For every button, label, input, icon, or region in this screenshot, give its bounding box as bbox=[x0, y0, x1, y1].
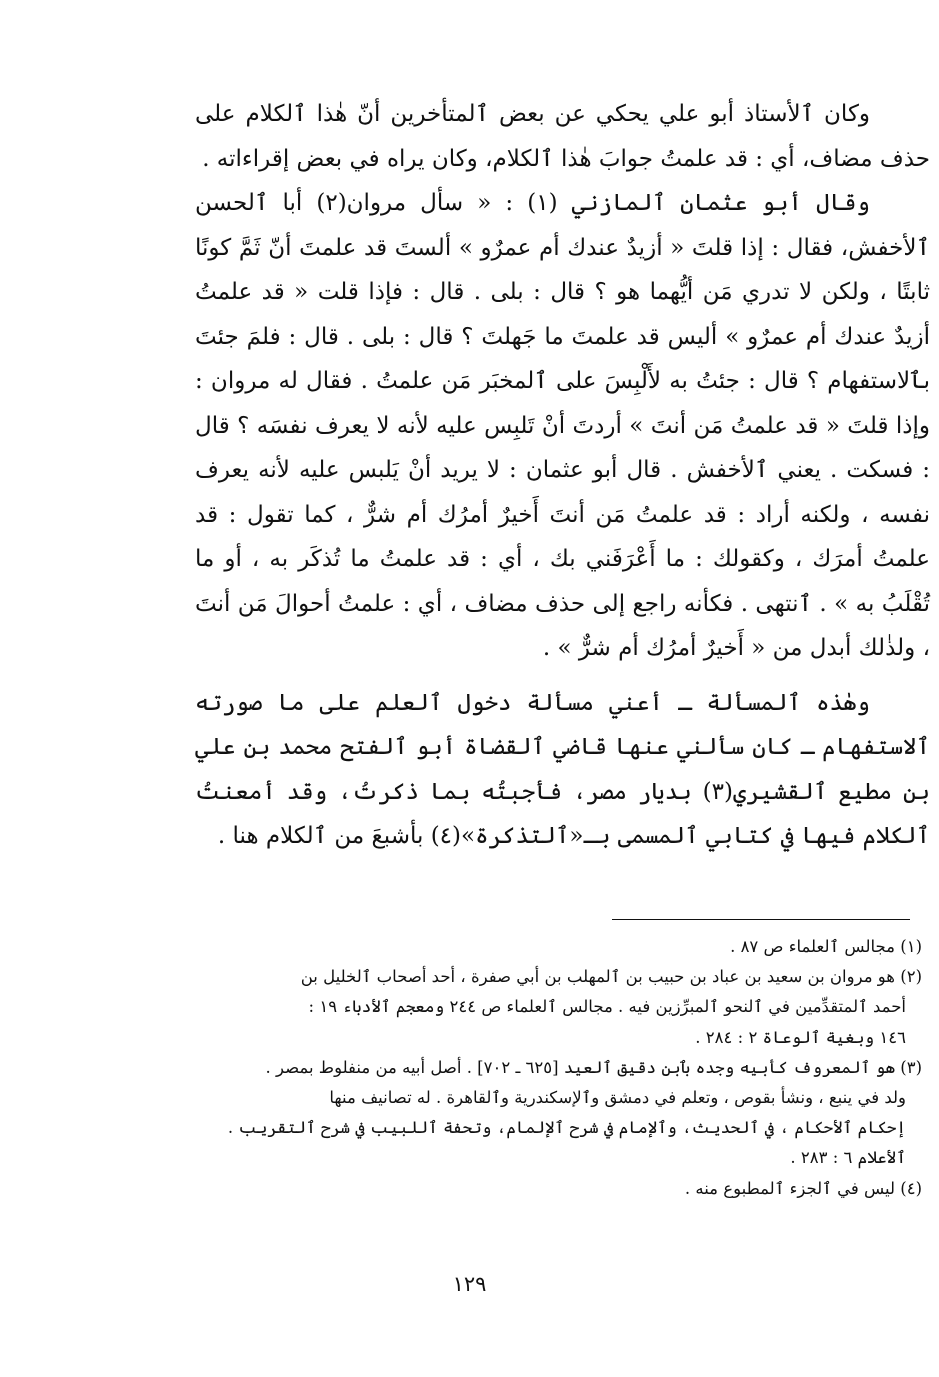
paragraph-1: وكان ٱلأستاذ أبو علي يحكي عن بعض ٱلمتأخرين أنّ هٰذا ٱلكلام على حذف مضاف، أي : قد علمتُ جوابَ هٰذا ٱلكلام، وكان يراه في بعض إقراءاته . bbox=[195, 101, 930, 172]
footnote-line: أحمد ٱلمتقدِّمين في ٱلنحو ٱلمبرِّزين فيه . مجالس ٱلعلماء ص ٢٤٤ ومعجم ٱلأدباء ١٩ : bbox=[308, 997, 906, 1017]
footnote-line: ١٤٦ وبغية ٱلوعاة ٢ : ٢٨٤ . bbox=[695, 1027, 906, 1047]
footnote-line: إحكام ٱلأحكام ، في ٱلحديث، وٱلإمام في شرح ٱلإلمام، وتحفة ٱللبيب في شرح ٱلتقريب . bbox=[227, 1118, 906, 1138]
footnote-separator bbox=[612, 919, 910, 920]
footnote-4 bbox=[195, 1174, 922, 1204]
footnote-line: ٱلأعلام ٦ : ٢٨٣ . bbox=[790, 1148, 906, 1168]
page-number: ١٢٩ bbox=[452, 1272, 487, 1296]
footnote-line: (٢) هو مروان بن سعيد بن عباد بن حبيب بن ٱلمهلب بن أبي صفرة ، أحد أصحاب ٱلخليل بن bbox=[300, 967, 922, 987]
footnote-line: (٣) هو ٱلمعروف كأبيه وجده بٱبن دقيق ٱلعيد [٦٢٥ ـ ٧٠٢] . أصل أبيه من منفلوط بمصر . bbox=[265, 1057, 922, 1077]
footnote-line: ولد في ينبع ، ونشأ بقوص ، وتعلم في دمشق وٱلإسكندرية وٱلقاهرة . له تصانيف منها bbox=[329, 1088, 906, 1108]
footnote-2 bbox=[195, 962, 922, 1053]
footnote-line: (١) مجالس ٱلعلماء ص ٨٧ . bbox=[730, 937, 922, 956]
footnote-line: (٤) ليس في ٱلجزء ٱلمطبوع منه . bbox=[684, 1178, 922, 1198]
paragraph-2: وقال أبو عثمان ٱلمازني (١) : « سأل مروان(٢) أبا ٱلحسن ٱلأخفش، فقال : إذا قلتَ « أزيدٌ عندك أم عمرٌو » ألستَ قد علمتَ أنّ ثَمَّ كونًا ثابتًا ، ولكن لا تدري مَن أيُّهما هو ؟ قال : بلى . قال : فإذا قلت « قد علمتُ أزيدٌ عندك أم عمرٌو » أليس قد علمتَ ما جَهلتَ ؟ قال : بلى . قال : فلمَ جئتَ بٱلاستفهام ؟ قال : جئتُ به لأَلْبِسَ على ٱلمخبَر مَن علمتُ . فقال له مروان : وإذا قلتَ « قد علمتُ مَن أنتَ » أردتَ أنْ تَلبِس عليه لأنه لا يعرف نفسَه ؟ قال : فسكت . يعني ٱلأخفش . قال أبو عثمان : لا يريد أنْ يَلبس عليه لأنه يعرف نفسه ، ولكنه أراد : قد علمتُ مَن أنتَ أَخيرٌ أمرُك أم شرٌّ ، كما تقول : قد علمتُ أمرَك ، وكقولك : ما أَعْرَفَني بك ، أي : قد علمتُ ما تُذكَر به ، أو ما تُقْلَبُ به » . ٱنتهى . فكأنه راجع إلى حذف مضاف ، أي : علمتُ أحوالَ مَن أنتَ ، ولذٰلك أبدل من « أَخيرٌ أمرُك أم شرٌّ » . bbox=[195, 190, 930, 661]
footnote-1 bbox=[195, 932, 922, 962]
footnotes bbox=[195, 932, 922, 1204]
paragraph-3: وهٰذه ٱلمسألة ـ أعني مسألة دخول ٱلعلم على ما صورته ٱلاستفهام ـ كان سألني عنها قاضي ٱلقضاة أبو ٱلفتح محمد بن علي بن مطيع ٱلقشيري(٣) بديار مصر، فأجبتُه بما ذكرتُ، وقد أمعنتُ ٱلكلام فيها في كتابي ٱلمسمى بـ«ٱلتذكرة»(٤) بأشبعَ من ٱلكلام هنا . bbox=[195, 689, 930, 849]
main-text bbox=[195, 92, 930, 859]
footnote-3 bbox=[195, 1053, 922, 1174]
